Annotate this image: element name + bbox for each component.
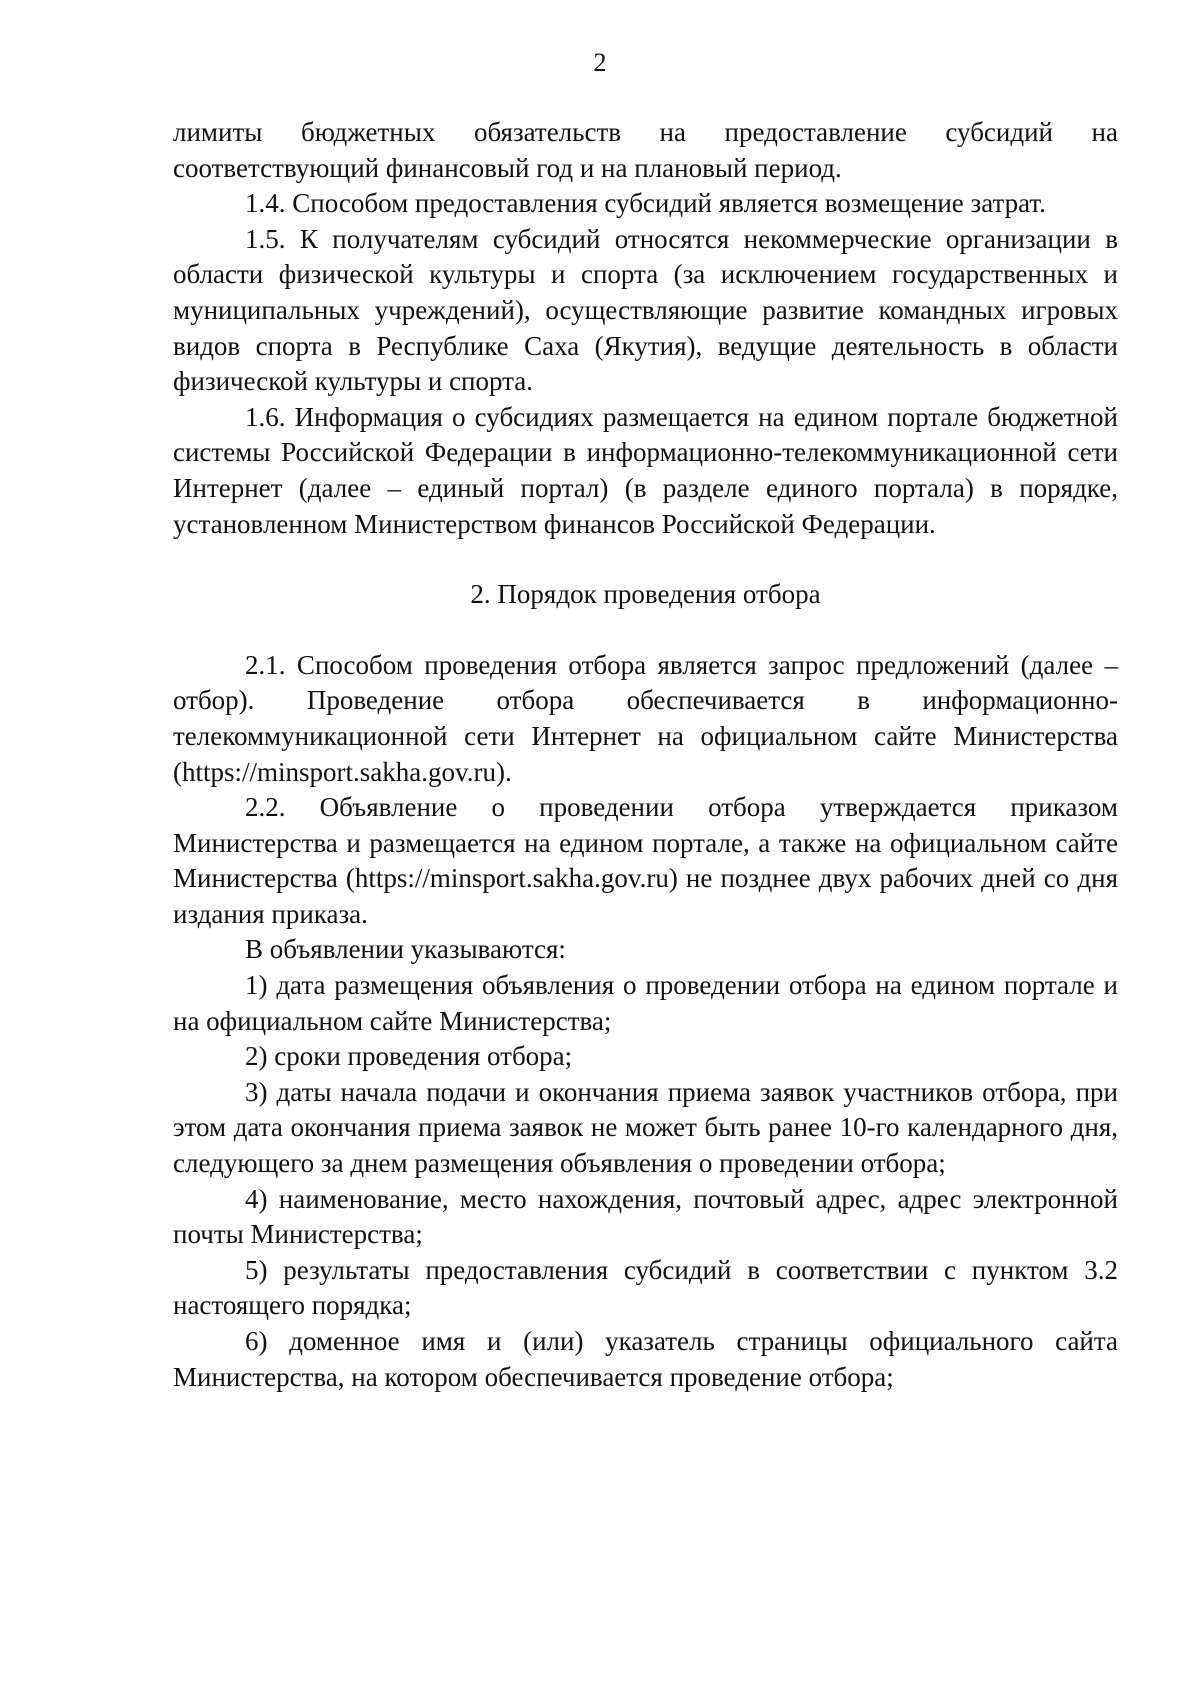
- list-item-6: 6) доменное имя и (или) указатель страницы официального сайта Министерства, на котором обеспечивается проведение отбора;: [173, 1326, 1118, 1392]
- list-item-5: 5) результаты предоставления субсидий в соответствии с пунктом 3.2 настоящего порядка;: [173, 1254, 1118, 1321]
- paragraph-1-4: 1.4. Способом предоставления субсидий является возмещение затрат.: [245, 188, 1046, 219]
- paragraph-1-6: 1.6. Информация о субсидиях размещается на едином портале бюджетной системы Российской Федерации в информационно-телекоммуникационной сети Интернет (далее – единый портал) (в разделе единого портала) в порядке, установленном Министерством финансов Российской Федерации.: [173, 401, 1118, 539]
- paragraph-budget-limits: лимиты бюджетных обязательств на предоставление субсидий на соответствующий финансовый год и на плановый период.: [173, 117, 1118, 183]
- list-item-4: 4) наименование, место нахождения, почтовый адрес, адрес электронной почты Министерства;: [173, 1183, 1118, 1250]
- paragraph-2-1: 2.1. Способом проведения отбора является запрос предложений (далее – отбор). Проведение отбора обеспечивается в информационно-телекоммуникационной сети Интернет на официальном сайте Министерства (https://minsport.sakha.gov.ru).: [173, 649, 1118, 787]
- page-number: 2: [593, 48, 607, 77]
- paragraph-2-2: 2.2. Объявление о проведении отбора утверждается приказом Министерства и размещается на едином портале, а также на официальном сайте Министерства (https://minsport.sakha.gov.ru) не позднее двух рабочих дней со дня издания приказа.: [173, 792, 1118, 929]
- list-item-3: 3) даты начала подачи и окончания приема заявок участников отбора, при этом дата окончания приема заявок не может быть ранее 10-го календарного дня, следующего за днем размещения объявления о проведении отбора;: [173, 1076, 1118, 1179]
- list-item-2: 2) сроки проведения отбора;: [245, 1041, 573, 1072]
- document-body: [173, 115, 1118, 1395]
- paragraph-1-5: 1.5. К получателям субсидий относятся некоммерческие организации в области физической культуры и спорта (за исключением государственных и муниципальных учреждений), осуществляющие развитие командных игровых видов спорта в Республике Саха (Якутия), ведущие деятельность в области физической культуры и спорта.: [173, 223, 1118, 397]
- paragraph-announcement-intro: В объявлении указываются:: [245, 934, 566, 965]
- list-item-1: 1) дата размещения объявления о проведении отбора на едином портале и на официальном сайте Министерства;: [173, 970, 1118, 1036]
- section-heading: 2. Порядок проведения отбора: [470, 579, 821, 610]
